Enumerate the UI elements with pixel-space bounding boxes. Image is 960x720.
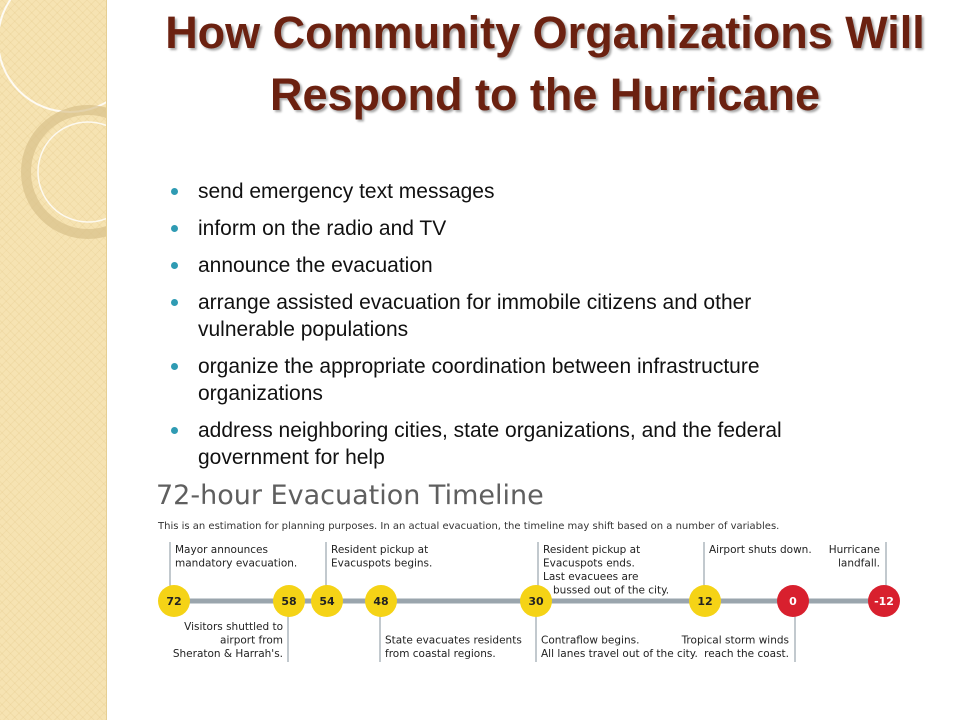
timeline-event-above	[709, 544, 812, 556]
timeline-event-line: Hurricane	[828, 544, 880, 556]
timeline-event-line: bussed out of the city.	[553, 584, 670, 597]
timeline-subtitle: This is an estimation for planning purposes. In an actual evacuation, the timeline may shift based on a number of variables.	[158, 521, 780, 532]
timeline-marker-hour: -12	[874, 595, 894, 608]
timeline-event-line: Resident pickup at	[331, 544, 429, 556]
timeline-marker-hour: 72	[166, 595, 182, 608]
bullet-text: organize the appropriate coordination between infrastructure organizations	[198, 355, 760, 405]
timeline-event-line: Evacuspots ends.	[543, 557, 635, 570]
timeline-event-line: Airport shuts down.	[709, 544, 812, 556]
timeline-marker-hour: 30	[528, 595, 544, 608]
bullet-text: address neighboring cities, state organizations, and the federal government for help	[198, 419, 782, 469]
timeline-event-line: State evacuates residents	[385, 634, 522, 647]
timeline-event-line: reach the coast.	[704, 648, 789, 660]
timeline-event-line: landfall.	[838, 557, 880, 570]
timeline-marker-hour: 48	[373, 595, 389, 608]
timeline-event-line: Sheraton & Harrah's.	[172, 648, 283, 660]
timeline-event-line: Evacuspots begins.	[331, 557, 433, 570]
timeline-event-line: Contraflow begins.	[541, 634, 640, 647]
timeline-event-below	[541, 635, 698, 661]
bullet-text: announce the evacuation	[198, 254, 433, 277]
timeline-event-line: Mayor announces	[175, 544, 268, 556]
timeline-event-above	[829, 544, 880, 570]
timeline-event-below	[385, 635, 522, 661]
slide-title: How Community Organizations Will Respond to the Hurricane	[165, 7, 925, 120]
timeline-event-line: Tropical storm winds	[681, 634, 789, 647]
timeline-marker-hour: 54	[319, 595, 335, 608]
bullet-text: inform on the radio and TV	[198, 217, 447, 240]
timeline-marker-hour: 0	[789, 595, 797, 608]
timeline-title: 72-hour Evacuation Timeline	[156, 480, 544, 511]
timeline-event-line: Visitors shuttled to	[184, 621, 283, 633]
timeline-marker-hour: 12	[697, 595, 713, 608]
timeline-event-line: Resident pickup at	[543, 544, 641, 556]
timeline-event-line: Last evacuees are	[543, 571, 639, 583]
timeline-event-line: from coastal regions.	[385, 648, 496, 660]
timeline-event-line: mandatory evacuation.	[175, 557, 298, 570]
timeline-event-above	[175, 544, 297, 570]
timeline-event-line: All lanes travel out of the city.	[541, 648, 698, 660]
timeline-marker-hour: 58	[281, 595, 297, 608]
timeline-event-above	[543, 544, 669, 597]
timeline-event-above	[331, 544, 432, 570]
bullet-text: send emergency text messages	[198, 180, 495, 203]
bullet-text: arrange assisted evacuation for immobile citizens and other vulnerable populations	[198, 291, 752, 341]
timeline-event-line: airport from	[220, 634, 283, 647]
timeline-event-below	[173, 621, 283, 660]
